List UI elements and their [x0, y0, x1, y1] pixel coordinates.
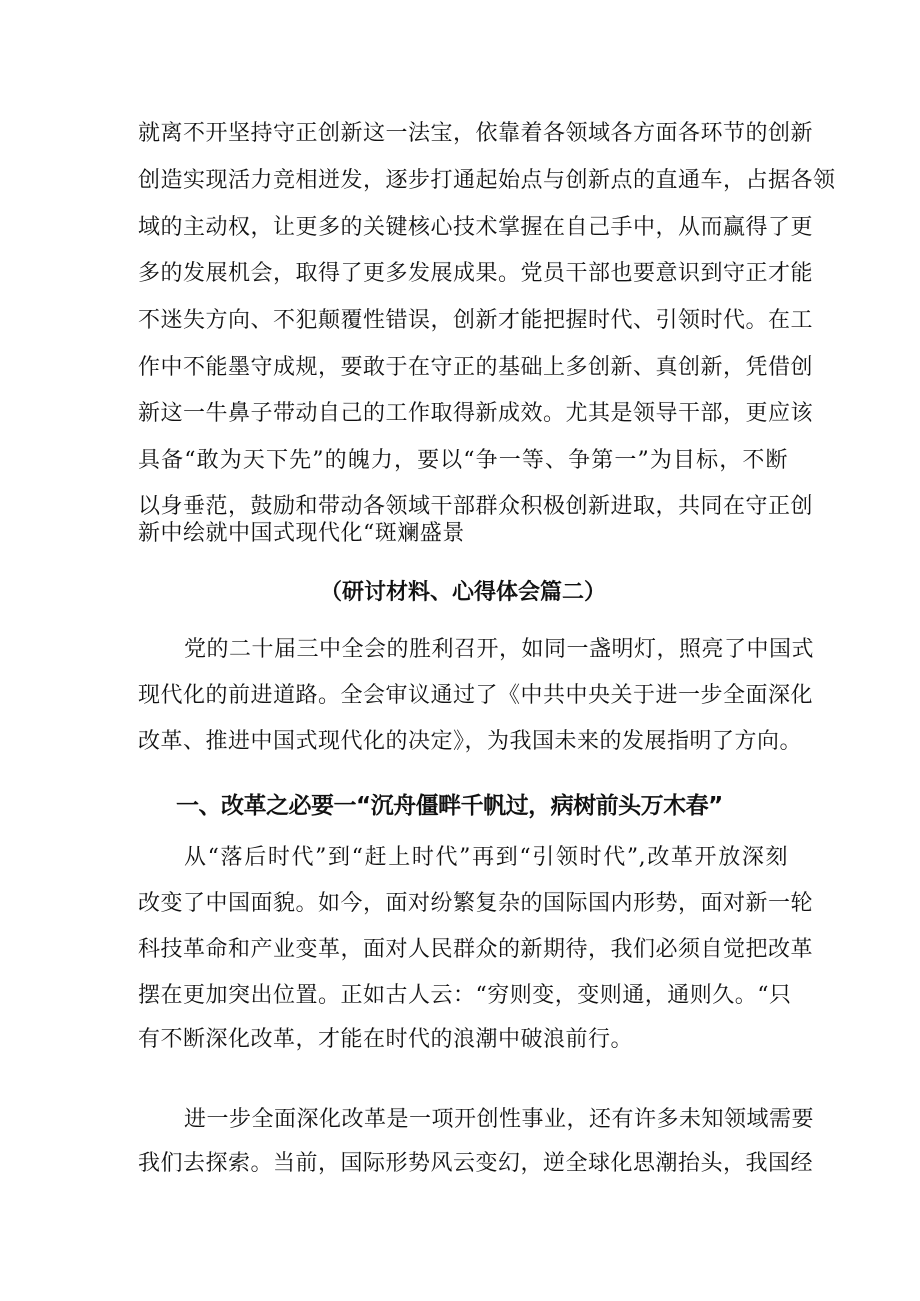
- body-text-line: 域的主动权，让更多的关键核心技术掌握在自己手中，从而赢得了更: [138, 215, 814, 240]
- body-text-line: 进一步全面深化改革是一项开创性事业，还有许多未知领域需要: [184, 1107, 815, 1132]
- body-text-line: 党的二十届三中全会的胜利召开，如同一盏明灯，照亮了中国式: [184, 637, 815, 662]
- body-text-line: 我们去探索。当前，国际形势风云变幻，逆全球化思潮抬头，我国经: [138, 1151, 814, 1176]
- body-text-line: 科技革命和产业变革，面对人民群众的新期待，我们必须自觉把改革: [138, 937, 814, 962]
- body-text-line: 不迷失方向、不犯颠覆性错误，创新才能把握时代、引领时代。在工: [138, 308, 814, 333]
- body-text-line: 就离不开坚持守正创新这一法宝，依靠着各领域各方面各环节的创新: [138, 121, 814, 146]
- body-text-line: 改革、推进中国式现代化的决定》，为我国未来的发展指明了方向。: [138, 729, 803, 754]
- body-text-line: 改变了中国面貌。如今，面对纷繁复杂的国际国内形势，面对新一轮: [138, 891, 814, 916]
- body-text-line: 新这一牛鼻子带动自己的工作取得新成效。尤其是领导干部，更应该: [138, 401, 814, 426]
- body-text-line: 从“落后时代”到“赶上时代”再到“引领时代”,改革开放深刻: [184, 845, 788, 870]
- body-text-line: 多的发展机会，取得了更多发展成果。党员干部也要意识到守正才能: [138, 261, 814, 286]
- body-text-line: 有不断深化改革，才能在时代的浪潮中破浪前行。: [138, 1027, 634, 1052]
- body-text-line: 以身垂范，鼓励和带动各领域干部群众积极创新进取，共同在守正创: [138, 494, 814, 519]
- body-text-line: 新中绘就中国式现代化“斑斓盛景: [138, 521, 465, 546]
- body-text-line: 现代化的前进道路。全会审议通过了《中共中央关于进一步全面深化: [138, 683, 814, 708]
- section-heading: 一、改革之必要一“沉舟僵畔千帆过，病树前头万木春”: [176, 793, 723, 819]
- body-text-line: 具备“敢为天下先”的魄力，要以“争一等、争第一”为目标，不断: [138, 448, 788, 473]
- body-text-line: 创造实现活力竞相迸发，逐步打通起始点与创新点的直通车，占据各领: [138, 168, 836, 193]
- body-text-line: 作中不能墨守成规，要敢于在守正的基础上多创新、真创新，凭借创: [138, 355, 814, 380]
- body-text-line: 摆在更加突出位置。正如古人云：“穷则变，变则通，通则久。“只: [138, 983, 792, 1008]
- section-subtitle: （研讨材料、心得体会篇二）: [319, 579, 606, 605]
